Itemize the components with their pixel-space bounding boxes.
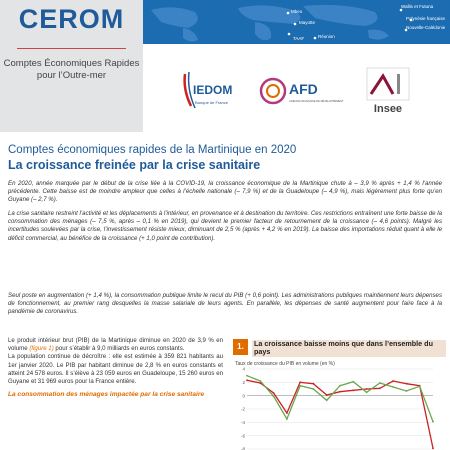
iedom-logo-text: IEDOM: [193, 83, 233, 97]
data-point-series-1: [286, 412, 288, 414]
figure-1: [233, 339, 443, 450]
article-title: Comptes économiques rapides de la Martinique en 2020: [8, 144, 297, 156]
figure-reference-link[interactable]: (figure 1): [29, 345, 54, 353]
map-label-wallis: Wallis et Futuna: [401, 4, 434, 9]
header: [0, 0, 450, 132]
body-paragraph-gdp-start: Le produit intérieur brut (PIB) de la Martinique diminue en 2020 de 3,9 % en volume: [8, 337, 223, 353]
summary-paragraph-3: Seul poste en augmentation (+ 1,4 %), la consommation publique limite le recul du PIB (+ 0,6 point). Les administrations publiques maintiennent leurs dépenses de fonctionnement, au premier rang desquelles la masse salariale de leurs agents. En parallèle, les dépenses de santé augmentent pour faire face à la pandémie de coronavirus.: [8, 292, 442, 316]
world-map-banner: [143, 0, 450, 44]
summary-paragraph-2: La crise sanitaire restreint l’activité et les déplacements à l’intérieur, en provenance et à destination du territoire. Ces restrictions entraînent une forte baisse de la consommation des ménages (– 7,5 %, après – 0,1 % en 2019), qui devient le premier facteur de retournement de la croissance (– 4,6 points). Malgré les incertitudes soulevées par la crise, l’investissement résiste mieux, diminuant de 2,5 % (après + 4,2 % en 2019). La baisse des importations réduit quant à elle le déficit commercial, au bénéfice de la croissance (+ 1,0 point de contribution).: [8, 210, 442, 242]
data-point-series-1: [246, 379, 248, 381]
data-point-series-1: [366, 388, 368, 390]
data-point-series-2: [392, 386, 394, 388]
data-point-series-2: [259, 380, 261, 382]
brand-title: CEROM: [18, 4, 125, 34]
series-line-2: [247, 376, 433, 422]
data-point-series-2: [246, 375, 248, 377]
y-axis-title: Taux de croissance du PIB en volume (en %): [235, 361, 335, 367]
map-label-polynesie: Polynésie française: [406, 16, 446, 21]
map-label-reunion: Réunion: [318, 34, 335, 39]
data-point-series-2: [352, 381, 354, 383]
y-tick-label: -8: [240, 446, 245, 450]
partner-logos: [143, 44, 450, 132]
body-paragraph-gdp-end: pour s’établir à 9,0 milliards en euros constants.: [53, 345, 185, 353]
data-point-series-1: [392, 380, 394, 382]
y-tick-label: 2: [242, 379, 245, 385]
data-point-series-2: [366, 391, 368, 393]
body-paragraph-population: La population continue de décroître : elle est estimée à 359 821 habitants au 1er janvier 2020. Le PIB par habitant diminue de 2,8 % en euros constants et atteint 24 578 euros. Il s’élève à 23 059 euros en Guadeloupe, 15 260 euros en Guyane et 31 969 euros pour la France entière.: [8, 353, 223, 386]
insee-logo: [365, 64, 411, 116]
article-headline: La croissance freinée par la crise sanitaire: [8, 158, 261, 172]
gdp-growth-chart: [233, 365, 443, 450]
figure-title: La croissance baisse moins que dans l’ensemble du pays: [252, 340, 446, 357]
data-point-series-2: [313, 388, 315, 390]
summary-paragraph-1: En 2020, année marquée par le début de la crise liée à la COVID-19, la croissance économique de la Martinique chute à – 3,9 % après + 1,4 % l’année précédente. Cette baisse est de moindre ampleur que celles à l’échelle nationale (– 7,9 %) et de la Guadeloupe (– 4,9 %), mais légèrement plus forte qu’en Guyane (– 2,7 %).: [8, 180, 442, 204]
data-point-series-2: [273, 395, 275, 397]
data-point-series-1: [352, 389, 354, 391]
iedom-logo-caption: Banque de France: [195, 100, 228, 105]
data-point-series-2: [286, 418, 288, 420]
data-point-series-1: [326, 394, 328, 396]
map-label-taaf: TAAF: [293, 36, 305, 41]
map-label-mbeo: Mbeo: [291, 9, 303, 14]
map-label-nouvelle-caledonie: Nouvelle-Calédonie: [406, 25, 446, 30]
data-point-series-2: [326, 399, 328, 401]
y-tick-label: -4: [240, 419, 245, 425]
y-tick-label: -2: [240, 406, 245, 412]
data-point-series-2: [406, 390, 408, 392]
data-point-series-1: [432, 447, 434, 449]
insee-logo-text: Insee: [373, 103, 403, 115]
data-point-series-1: [273, 392, 275, 394]
data-point-series-2: [379, 382, 381, 384]
data-point-series-1: [299, 381, 301, 383]
afd-logo-text: AFD: [289, 81, 318, 97]
data-point-series-1: [313, 383, 315, 385]
body-column: [8, 337, 223, 400]
afd-logo-caption: AGENCE FRANÇAISE DE DÉVELOPPEMENT: [289, 100, 344, 103]
data-point-series-2: [299, 385, 301, 387]
y-tick-label: -6: [240, 433, 245, 439]
y-tick-label: 0: [242, 393, 245, 399]
section-subheading: La consommation des ménages impactée par la crise sanitaire: [8, 391, 205, 399]
iedom-logo: [179, 68, 237, 114]
map-label-mayotte: Mayotte: [299, 20, 316, 25]
brand-divider: [17, 48, 126, 49]
body-paragraph-gdp: [8, 337, 223, 353]
data-point-series-1: [339, 391, 341, 393]
brand-panel: [0, 0, 143, 132]
data-point-series-2: [419, 385, 421, 387]
data-point-series-1: [379, 387, 381, 389]
afd-logo: [258, 72, 344, 110]
y-tick-label: 4: [242, 366, 245, 372]
data-point-series-2: [432, 421, 434, 423]
data-point-series-1: [406, 383, 408, 385]
data-point-series-2: [339, 385, 341, 387]
brand-subtitle: Comptes Économiques Rapides pour l’Outre-mer: [3, 58, 140, 81]
figure-number: 1.: [233, 339, 248, 355]
